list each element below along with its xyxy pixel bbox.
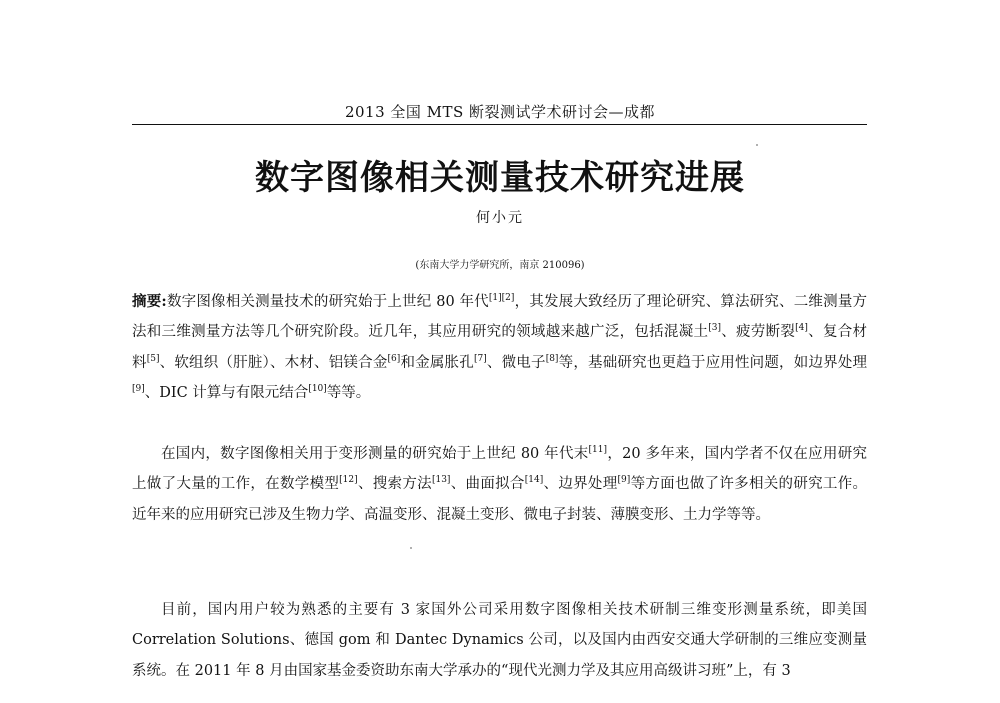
abstract-label: 摘要: <box>132 293 167 310</box>
citation: [10] <box>308 384 327 395</box>
scan-speck <box>756 144 758 146</box>
citation: [14] <box>524 475 544 486</box>
current-systems-paragraph: 目前，国内用户较为熟悉的主要有 3 家国外公司采用数字图像相关技术研制三维变形测量系统，即美国 Correlation Solutions、德国 gom 和 Dantec Dynamics 公司，以及国内由西安交通大学研制的三维应变测量系统。在 2011 年 8 月由国家基金委资助东南大学承办的“现代光测力学及其应用高级讲习班”上，有 3 <box>132 602 867 679</box>
author-affiliation: (东南大学力学研究所，南京 210096) <box>415 260 585 271</box>
body-text: ，20 多年来，国内学者不仅在应用研究上做了大量的工作，在数学模型 <box>132 446 867 493</box>
citation: [9] <box>617 475 631 486</box>
citation: [3] <box>708 323 721 334</box>
citation: [5] <box>146 353 160 364</box>
abstract-text: 、DIC 计算与有限元结合 <box>144 385 309 402</box>
citation: [6] <box>387 353 401 364</box>
author-name: 何小元 <box>476 210 524 226</box>
paper-title: 数字图像相关测量技术研究进展 <box>255 158 745 198</box>
header-rule <box>132 124 867 125</box>
body-text: 在国内，数字图像相关用于变形测量的研究始于上世纪 80 年代末 <box>161 446 589 462</box>
citation: [9] <box>132 384 145 395</box>
scan-speck <box>410 547 412 549</box>
citation: [7] <box>473 353 487 364</box>
citation: [1][2] <box>488 293 515 303</box>
domestic-research-paragraph <box>132 439 867 530</box>
citation: [8] <box>545 353 559 364</box>
abstract-text: ，其发展大致经历了理论研究、算法研究、二维测量方法和三维测量方法等几个研究阶段。近几年，其应用研究的领域越来越广泛，包括混凝土 <box>132 294 868 341</box>
running-header: 2013 全国 MTS 断裂测试学术研讨会—成都 <box>344 103 656 121</box>
body-text: 、曲面拟合 <box>450 476 525 493</box>
abstract-text: 、微电子 <box>486 354 546 371</box>
abstract-text: 等等。 <box>326 385 371 402</box>
abstract-text: 、复合材料 <box>132 324 868 371</box>
abstract-text: 、疲劳断裂 <box>721 324 796 341</box>
citation: [11] <box>588 445 608 455</box>
abstract-text: 、软组织（肝脏）、木材、铝镁合金 <box>159 354 388 371</box>
citation: [12] <box>339 475 358 486</box>
body-text: 、边界处理 <box>543 476 618 493</box>
abstract-text: 和金属胀孔 <box>400 354 474 371</box>
body-text: 等方面也做了许多相关的研究工作。近年来的应用研究已涉及生物力学、高温变形、混凝土变形、微电子封装、薄膜变形、土力学等等。 <box>132 476 868 523</box>
abstract-text: 等，基础研究也更趋于应用性问题，如边界处理 <box>558 354 868 371</box>
citation: [13] <box>431 475 451 486</box>
citation: [4] <box>795 323 808 334</box>
abstract-text: 数字图像相关测量技术的研究始于上世纪 80 年代 <box>166 294 489 310</box>
body-text: 、搜索方法 <box>357 476 432 493</box>
abstract-paragraph <box>132 287 867 409</box>
